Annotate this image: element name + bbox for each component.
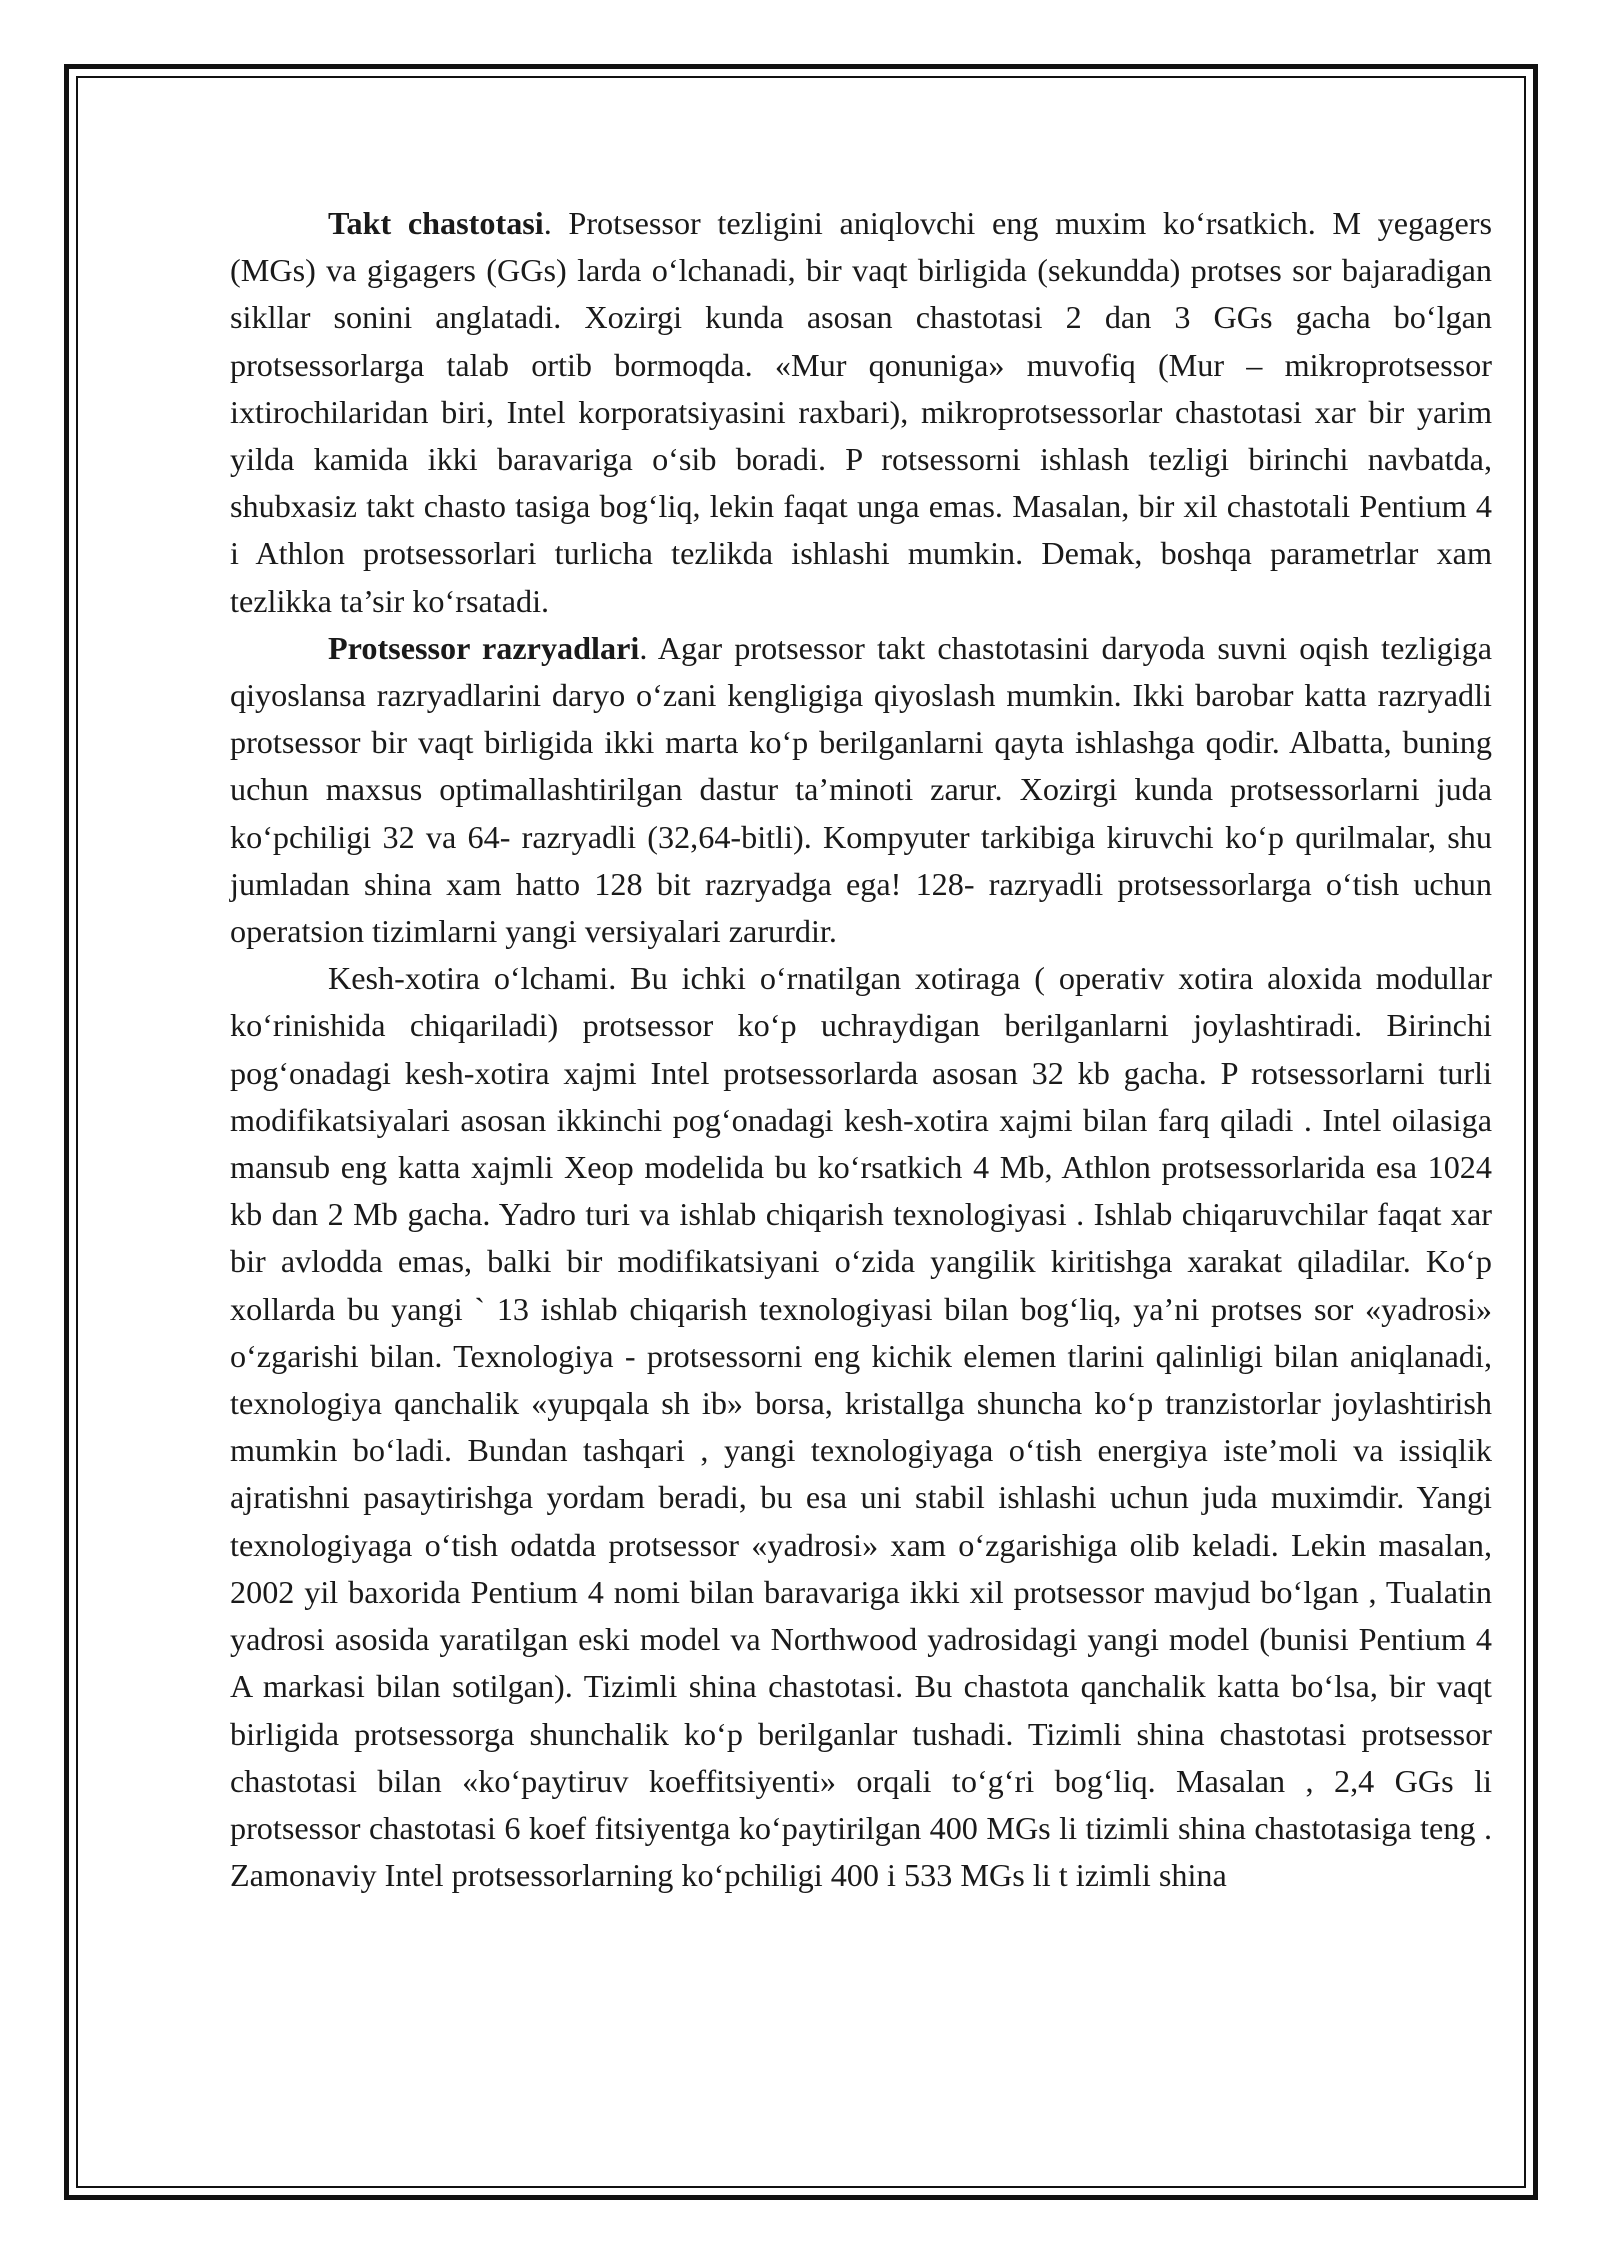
paragraph-heading: Protsessor razryadlari [328,629,640,666]
paragraph-protsessor-razryadlari [230,625,1492,955]
paragraph-text: Kesh-xotira o‘lchami. Bu ichki o‘rnatilgan xotiraga ( operativ xotira aloxida modullar ko‘rinishida chiqariladi) protsessor ko‘p uchraydigan berilganlarni joylashtiradi. Birinchi pog‘onadagi kesh-xotira xajmi Intel protsessorlarda asosan 32 kb gacha. P rotsessorlarni turli modifikatsiyalari asosan ikkinchi pog‘onadagi kesh-xotira xajmi bilan farq qiladi . Intel oilasiga mansub eng katta xajmli Xeop modelida bu ko‘rsatkich 4 Mb, Athlon protsessorlarida esa 1024 kb dan 2 Mb gacha. Yadro turi va ishlab chiqarish texnologiyasi . Ishlab chiqaruvchilar faqat xar bir avlodda emas, balki bir modifikatsiyani o‘zida yangilik kiritishga xarakat qiladilar. Ko‘p xollarda bu yangi ` 13 ishlab chiqarish texnologiyasi bilan bog‘liq, ya’ni protses sor «yadrosi» o‘zgarishi bilan. Texnologiya - protsessorni eng kichik elemen tlarini qalinligi bilan aniqlanadi, texnologiya qanchalik «yupqala sh ib» borsa, kristallga shuncha ko‘p tranzistorlar joylashtirish mumkin bo‘ladi. Bundan tashqari , yangi texnologiyaga o‘tish energiya iste’moli va issiqlik ajratishni pasaytirishga yordam beradi, bu esa uni stabil ishlashi uchun juda muximdir. Yangi texnologiyaga o‘tish odatda protsessor «yadrosi» xam o‘zgarishiga olib keladi. Lekin masalan, 2002 yil baxorida Pentium 4 nomi bilan baravariga ikki xil protsessor mavjud bo‘lgan , Tualatin yadrosi asosida yaratilgan eski model va Northwood yadrosidagi yangi model (bunisi Pentium 4 A markasi bilan sotilgan). Tizimli shina chastotasi. Bu chastota qanchalik katta bo‘lsa, bir vaqt birligida protsessorga shunchalik ko‘p berilganlar tushadi. Tizimli shina chastotasi protsessor chastotasi bilan «ko‘paytiruv koeffitsiyenti» orqali to‘g‘ri bog‘liq. Masalan , 2,4 GGs li protsessor chastotasi 6 koef fitsiyentga ko‘paytirilgan 400 MGs li tizimli shina chastotasiga teng . Zamonaviy Intel protsessorlarning ko‘pchiligi 400 i 533 MGs li t izimli shina [230,960,1492,1894]
paragraph-text: . Agar protsessor takt chastotasini daryoda suvni oqish tezligiga qiyoslansa razryadlarini daryo o‘zani kengligiga qiyoslash mumkin. Ikki barobar katta razryadli protsessor bir vaqt birligida ikki marta ko‘p berilganlarni qayta ishlashga qodir. Albatta, buning uchun maxsus optimallashtirilgan dastur ta’minoti zarur. Xozirgi kunda protsessorlarni juda ko‘pchiligi 32 va 64- razryadli (32,64-bitli). Kompyuter tarkibiga kiruvchi ko‘p qurilmalar, shu jumladan shina xam hatto 128 bit razryadga ega! 128- razryadli protsessorlarga o‘tish uchun operatsion tizimlarni yangi versiyalari zarurdir. [230,629,1493,950]
paragraph-heading: Takt chastotasi [328,205,544,241]
paragraph-kesh-xotira [230,955,1492,1899]
paragraph-takt-chastotasi [230,200,1492,625]
document-body [230,200,1492,1899]
paragraph-text: . Protsessor tezligini aniqlovchi eng muxim ko‘rsatkich. M yegagers (MGs) va gigagers (GGs) larda o‘lchanadi, bir vaqt birligida (sekundda) protses sor bajaradigan sikllar sonini anglatadi. Xozirgi kunda asosan chastotasi 2 dan 3 GGs gacha bo‘lgan protsessorlarga talab ortib bormoqda. «Mur qonuniga» muvofiq (Mur – mikroprotsessor ixtirochilaridan biri, Intel korporatsiyasini raxbari), mikroprotsessorlar chastotasi xar bir yarim yilda kamida ikki baravariga o‘sib boradi. P rotsessorni ishlash tezligi birinchi navbatda, shubxasiz takt chasto tasiga bog‘liq, lekin faqat unga emas. Masalan, bir xil chastotali Pentium 4 i Athlon protsessorlari turlicha tezlikda ishlashi mumkin. Demak, boshqa parametrlar xam tezlikka ta’sir ko‘rsatadi. [230,205,1493,619]
